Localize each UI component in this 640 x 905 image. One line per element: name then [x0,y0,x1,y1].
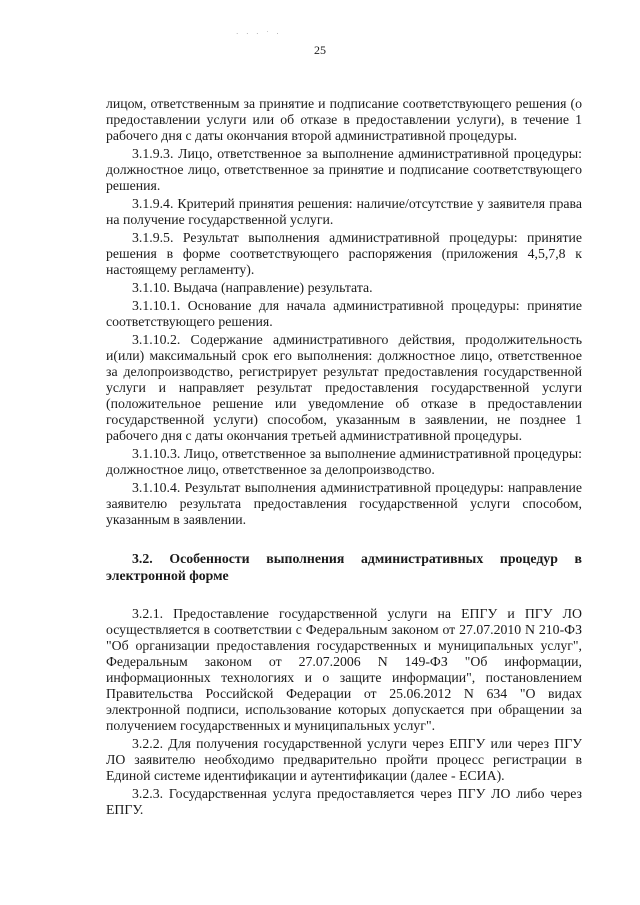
paragraph: 3.2.1. Предоставление государственной услуги на ЕПГУ и ПГУ ЛО осуществляется в соответствии с Федеральным законом от 27.07.2010 N 210-ФЗ "Об организации предоставления государственных и муниципальных услуг", Федеральным законом от 27.07.2006 N 149-ФЗ "Об информации, информационных технологиях и о защите информации", постановлением Правительства Российской Федерации от 25.06.2012 N 634 "О видах электронной подписи, использование которых допускается при обращении за получением государственных и муниципальных услуг". [106,606,582,733]
paragraph: 3.2.2. Для получения государственной услуги через ЕПГУ или через ПГУ ЛО заявителю необходимо предварительно пройти процесс регистрации в Единой системе идентификации и аутентификации (далее - ЕСИА). [106,736,582,783]
paragraph: 3.1.10.2. Содержание административного действия, продолжительность и(или) максимальный срок его выполнения: должностное лицо, ответственное за делопроизводство, регистрирует результат предоставления государственной услуги и направляет результат предоставления государственной услуги (положительное решение или уведомление об отказе в предоставлении государственной услуги) способом, указанным в заявлении, не позднее 1 рабочего дня с даты окончания третьей административной процедуры. [106,332,582,443]
paragraph: 3.1.10.1. Основание для начала административной процедуры: принятие соответствующего решения. [106,298,582,329]
page-number: 25 [314,43,326,57]
document-body [106,96,582,820]
paragraph: 3.2.3. Государственная услуга предоставляется через ПГУ ЛО либо через ЕПГУ. [106,786,582,817]
paragraph: 3.1.10.4. Результат выполнения административной процедуры: направление заявителю результата предоставления государственной услуги способом, указанным в заявлении. [106,480,582,527]
scan-specks: · · · ˙ · [236,30,282,38]
paragraph: лицом, ответственным за принятие и подписание соответствующего решения (о предоставлении услуги или об отказе в предоставлении услуги), в течение 1 рабочего дня с даты окончания второй административной процедуры. [106,96,582,143]
section-heading: 3.2. Особенности выполнения административных процедур в электронной форме [106,551,582,583]
paragraph: 3.1.9.4. Критерий принятия решения: наличие/отсутствие у заявителя права на получение государственной услуги. [106,196,582,227]
paragraph: 3.1.10.3. Лицо, ответственное за выполнение административной процедуры: должностное лицо, ответственное за делопроизводство. [106,446,582,477]
paragraph: 3.1.10. Выдача (направление) результата. [132,280,373,295]
paragraph: 3.1.9.5. Результат выполнения административной процедуры: принятие решения в форме соответствующего распоряжения (приложения 4,5,7,8 к настоящему регламенту). [106,230,582,277]
paragraph: 3.1.9.3. Лицо, ответственное за выполнение административной процедуры: должностное лицо, ответственное за принятие и подписание соответствующего решения. [106,146,582,193]
